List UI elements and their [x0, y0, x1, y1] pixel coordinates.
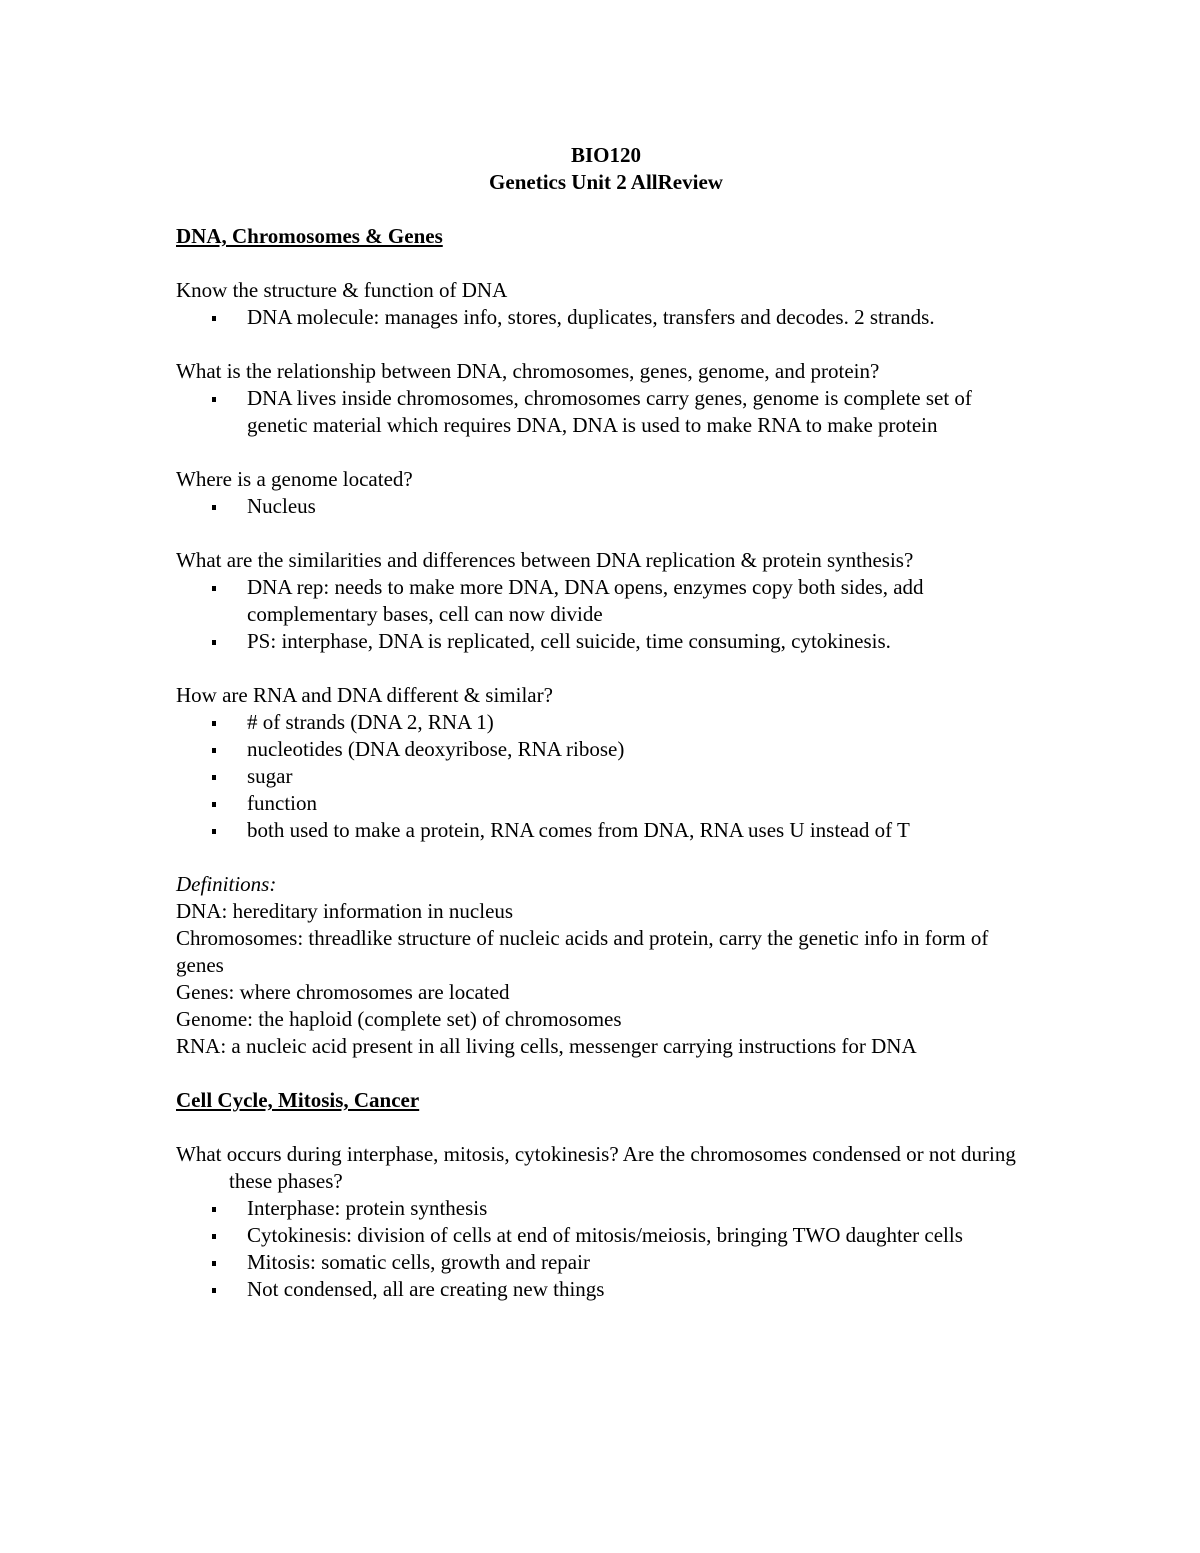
answer-list	[176, 493, 1036, 520]
document-subtitle: Genetics Unit 2 AllReview	[489, 170, 723, 194]
answer-list	[176, 385, 1036, 439]
list-item	[176, 709, 1036, 736]
bullet-icon	[212, 1207, 216, 1212]
answer-text: Nucleus	[247, 494, 316, 518]
bullet-icon	[212, 586, 216, 591]
list-item	[176, 1195, 1036, 1222]
list-item	[176, 304, 1036, 331]
list-item	[176, 574, 1036, 628]
bullet-icon	[212, 640, 216, 645]
question-text: What is the relationship between DNA, chromosomes, genes, genome, and protein?	[176, 359, 880, 383]
section-heading-cell-cycle: Cell Cycle, Mitosis, Cancer	[176, 1088, 420, 1112]
list-item	[176, 385, 1036, 439]
answer-text: Cytokinesis: division of cells at end of mitosis/meiosis, bringing TWO daughter cells	[247, 1223, 963, 1247]
answer-list	[176, 709, 1036, 844]
list-item	[176, 790, 1036, 817]
list-item	[176, 1249, 1036, 1276]
answer-text: PS: interphase, DNA is replicated, cell suicide, time consuming, cytokinesis.	[247, 629, 891, 653]
answer-text: function	[247, 791, 317, 815]
definition-genome: Genome: the haploid (complete set) of chromosomes	[176, 1007, 622, 1031]
definition-chromosomes: Chromosomes: threadlike structure of nucleic acids and protein, carry the genetic info in form of genes	[176, 926, 989, 977]
list-item	[176, 763, 1036, 790]
list-item	[176, 817, 1036, 844]
bullet-icon	[212, 721, 216, 726]
answer-text: DNA lives inside chromosomes, chromosomes carry genes, genome is complete set of genetic material which requires DNA, DNA is used to make RNA to make protein	[247, 386, 972, 437]
question-text: Know the structure & function of DNA	[176, 278, 508, 302]
answer-text: both used to make a protein, RNA comes from DNA, RNA uses U instead of T	[247, 818, 910, 842]
bullet-icon	[212, 1288, 216, 1293]
bullet-icon	[212, 1261, 216, 1266]
answer-text: sugar	[247, 764, 293, 788]
definition-rna: RNA: a nucleic acid present in all living cells, messenger carrying instructions for DNA	[176, 1034, 917, 1058]
answer-text: # of strands (DNA 2, RNA 1)	[247, 710, 494, 734]
answer-text: Not condensed, all are creating new things	[247, 1277, 605, 1301]
answer-text: Mitosis: somatic cells, growth and repair	[247, 1250, 590, 1274]
definitions-title: Definitions:	[176, 872, 277, 896]
answer-list	[176, 574, 1036, 655]
question-text: How are RNA and DNA different & similar?	[176, 683, 553, 707]
bullet-icon	[212, 829, 216, 834]
list-item	[176, 736, 1036, 763]
bullet-icon	[212, 316, 216, 321]
answer-text: DNA rep: needs to make more DNA, DNA opens, enzymes copy both sides, add complementary bases, cell can now divide	[247, 575, 924, 626]
bullet-icon	[212, 505, 216, 510]
section-heading-dna: DNA, Chromosomes & Genes	[176, 224, 443, 248]
course-title: BIO120	[570, 143, 641, 167]
bullet-icon	[212, 802, 216, 807]
definition-dna: DNA: hereditary information in nucleus	[176, 899, 514, 923]
list-item	[176, 628, 1036, 655]
list-item	[176, 1222, 1036, 1249]
answer-text: nucleotides (DNA deoxyribose, RNA ribose)	[247, 737, 625, 761]
answer-list	[176, 304, 1036, 331]
question-text: What occurs during interphase, mitosis, cytokinesis? Are the chromosomes condensed or not during these phases?	[176, 1142, 1016, 1193]
question-text: Where is a genome located?	[176, 467, 413, 491]
answer-list	[176, 1195, 1036, 1303]
definition-genes: Genes: where chromosomes are located	[176, 980, 510, 1004]
question-text: What are the similarities and differences between DNA replication & protein synthesis?	[176, 548, 914, 572]
list-item	[176, 493, 1036, 520]
answer-text: Interphase: protein synthesis	[247, 1196, 488, 1220]
bullet-icon	[212, 397, 216, 402]
answer-text: DNA molecule: manages info, stores, duplicates, transfers and decodes. 2 strands.	[247, 305, 935, 329]
bullet-icon	[212, 748, 216, 753]
bullet-icon	[212, 1234, 216, 1239]
bullet-icon	[212, 775, 216, 780]
document-page	[176, 142, 1036, 1303]
list-item	[176, 1276, 1036, 1303]
